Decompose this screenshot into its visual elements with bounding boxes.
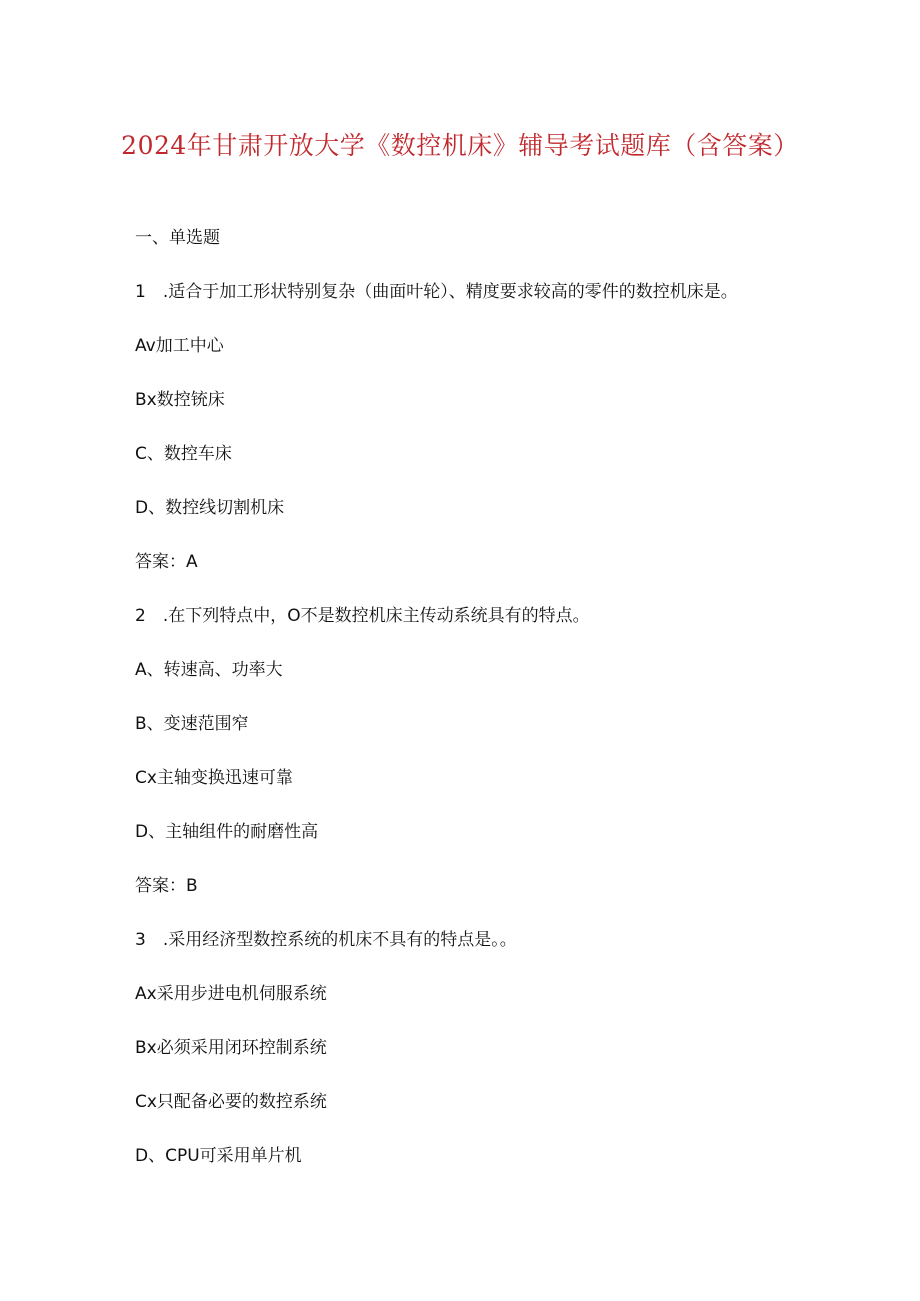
- question-3-option-c: Cx只配备必要的数控系统: [135, 1092, 327, 1112]
- question-3-stem: 3 .采用经济型数控系统的机床不具有的特点是。。: [135, 930, 517, 950]
- question-1-option-d: D、数控线切割机床: [135, 498, 285, 518]
- question-2-option-b: B、变速范围窄: [135, 714, 249, 734]
- question-3-option-b: Bx必须采用闭环控制系统: [135, 1038, 327, 1058]
- question-3-option-d: D、CPU可采用单片机: [135, 1146, 302, 1166]
- question-1-answer: 答案：A: [135, 552, 198, 572]
- question-2-stem: 2 .在下列特点中，O不是数控机床主传动系统具有的特点。: [135, 606, 590, 626]
- question-2-option-a: A、转速高、功率大: [135, 660, 283, 680]
- question-2-option-c: Cx主轴变换迅速可靠: [135, 768, 293, 788]
- document-title: 2024年甘肃开放大学《数控机床》辅导考试题库（含答案）: [121, 131, 799, 160]
- question-3-option-a: Ax采用步进电机伺服系统: [135, 984, 327, 1004]
- question-2-option-d: D、主轴组件的耐磨性高: [135, 822, 319, 842]
- question-1-option-b: Bx数控铳床: [135, 390, 225, 410]
- question-1-stem: 1 .适合于加工形状特别复杂（曲面叶轮）、精度要求较高的零件的数控机床是。: [135, 282, 738, 302]
- question-2-answer: 答案：B: [135, 876, 198, 896]
- question-1-option-c: C、数控车床: [135, 444, 232, 464]
- question-1-option-a: Av加工中心: [135, 336, 224, 356]
- section-heading: 一、单选题: [135, 228, 220, 248]
